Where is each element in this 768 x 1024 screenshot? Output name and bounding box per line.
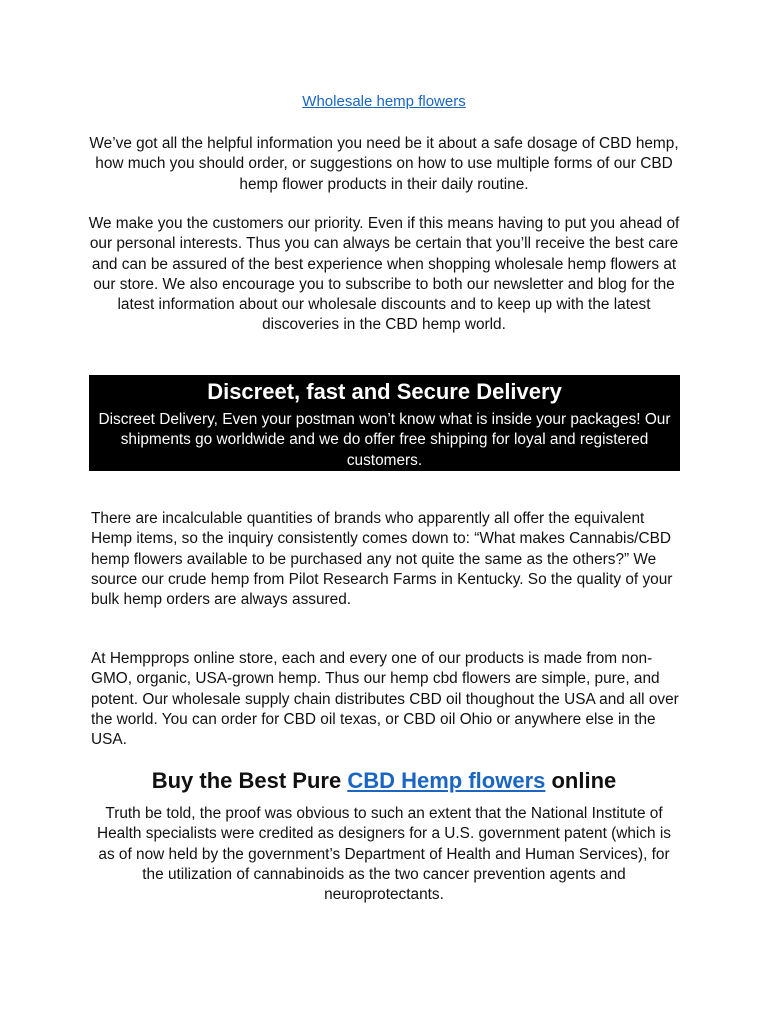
buy-heading-suffix: online [545, 768, 617, 793]
intro-paragraph: We’ve got all the helpful information you need be it about a safe dosage of CBD hemp, how much you should order, or suggestions on how to use multiple forms of our CBD hemp flower products in their daily routine. [89, 135, 679, 193]
priority-paragraph: We make you the customers our priority. Even if this means having to put you ahead of our personal interests. Thus you can always be certain that you’ll receive the best care and can be assured of the best experience when shopping wholesale hemp flowers at our store. We also encourage you to subscribe to both our newsletter and blog for the latest information about our wholesale discounts and to keep up with the latest discoveries in the CBD hemp world. [88, 215, 680, 334]
brands-paragraph: There are incalculable quantities of brands who apparently all offer the equivalent Hemp items, so the inquiry consistently comes down to: “What makes Cannabis/CBD hemp flowers available to be purchased any not quite the same as the others?” We source our crude hemp from Pilot Research Farms in Kentucky. So the quality of your bulk hemp orders are always assured. [91, 510, 673, 609]
truth-paragraph: Truth be told, the proof was obvious to such an extent that the National Institute of Health specialists were credited as designers for a U.S. government patent (which is as of now held by the government’s Department of Health and Human Services), for the utilization of cannabinoids as the two cancer prevention agents and neuroprotectants. [96, 805, 671, 904]
store-paragraph: At Hempprops online store, each and every one of our products is made from non-GMO, organic, USA-grown hemp. Thus our hemp cbd flowers are simple, pure, and potent. Our wholesale supply chain distributes CBD oil thoughout the USA and all over the world. You can order for CBD oil texas, or CBD oil Ohio or anywhere else in the USA. [91, 650, 679, 749]
delivery-title: Discreet, fast and Secure Delivery [207, 379, 562, 404]
delivery-text: Discreet Delivery, Even your postman won’t know what is inside your packages! Our shipments go worldwide and we do offer free shipping for loyal and registered customers. [98, 411, 671, 469]
cbd-hemp-flowers-link[interactable]: CBD Hemp flowers [347, 768, 546, 793]
delivery-banner [89, 375, 680, 471]
buy-heading [0, 766, 768, 796]
top-link-container [0, 92, 768, 112]
buy-heading-prefix: Buy the Best Pure [151, 768, 348, 793]
wholesale-hemp-flowers-link[interactable]: Wholesale hemp flowers [302, 93, 466, 110]
